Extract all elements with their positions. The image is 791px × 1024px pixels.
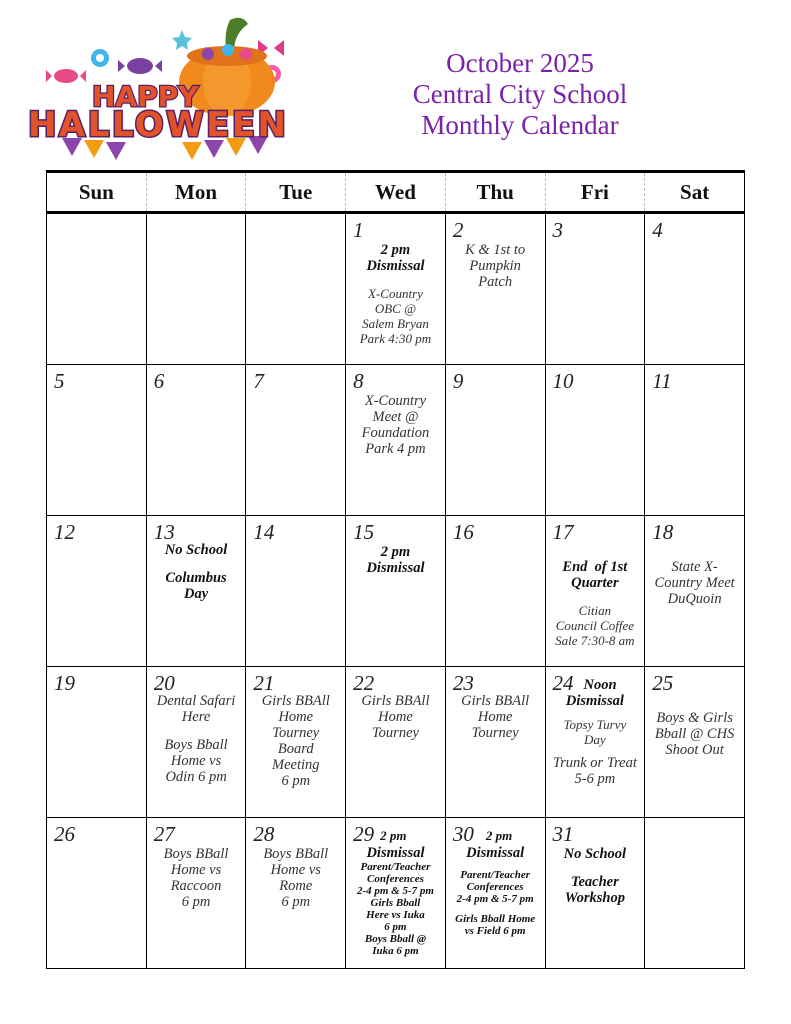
event-text: 6 pm	[281, 773, 311, 789]
event-text: Noon	[583, 677, 617, 693]
day-cell-1	[346, 213, 446, 365]
event-text: Girls Bball	[370, 897, 421, 909]
day-number: 28	[253, 822, 275, 846]
weekday-thu: Thu	[445, 172, 545, 213]
event-text: vs Field 6 pm	[464, 925, 526, 937]
day-number: 24	[552, 671, 574, 695]
empty-day-cell	[645, 818, 745, 969]
event-text: No School	[563, 846, 627, 862]
event-text: Workshop	[564, 890, 625, 906]
event-text: Conferences	[367, 873, 424, 885]
event-text: Home vs	[270, 862, 321, 878]
event-text: Day	[183, 586, 209, 602]
day-cell-7	[246, 365, 346, 516]
event-text: X-Country	[364, 393, 427, 409]
day-cell-8	[346, 365, 446, 516]
weekday-sun: Sun	[47, 172, 147, 213]
event-text: Home	[278, 709, 314, 725]
event-text: Meeting	[272, 757, 320, 773]
day-number: 10	[552, 369, 574, 393]
day-cell-4	[645, 213, 745, 365]
day-number: 30	[452, 822, 474, 846]
event-text: 2 pm	[485, 828, 513, 843]
title-subtitle: Monthly Calendar	[421, 110, 619, 140]
event-text: 2-4 pm & 5-7 pm	[456, 893, 534, 905]
day-cell-12	[47, 516, 147, 667]
event-text: 6 pm	[384, 921, 407, 933]
event-text: Topsy Turvy	[563, 717, 627, 732]
event-text: OBC @	[374, 301, 417, 316]
event-text: Parent/Teacher	[460, 869, 531, 881]
svg-text:HAPPY: HAPPY	[92, 80, 199, 113]
event-text: Meet @	[372, 409, 419, 425]
day-cell-31	[545, 818, 645, 969]
event-text: Tourney	[471, 725, 519, 741]
event-text: Salem Bryan	[362, 316, 429, 331]
event-text: Girls BBAll	[461, 693, 530, 709]
weekday-fri: Fri	[545, 172, 645, 213]
event-text: Iuka 6 pm	[372, 945, 419, 957]
event-text: Home	[477, 709, 513, 725]
weekday-tue: Tue	[246, 172, 346, 213]
event-text: Board	[277, 741, 314, 757]
day-number: 4	[652, 218, 663, 242]
week-row	[47, 516, 745, 667]
event-text: Dismissal	[466, 845, 525, 861]
event-text: Boys Bball	[164, 737, 228, 753]
event-text: Here	[181, 709, 211, 725]
event-text: Pumpkin	[469, 258, 521, 274]
day-cell-19	[47, 667, 147, 818]
day-number: 31	[552, 822, 574, 846]
day-cell-26	[47, 818, 147, 969]
day-number: 12	[54, 520, 75, 544]
calendar-title	[360, 48, 680, 141]
week-row	[47, 667, 745, 818]
day-number: 2	[452, 218, 464, 242]
event-text: 2 pm	[380, 544, 411, 560]
day-cell-29	[346, 818, 446, 969]
title-school: Central City School	[412, 79, 628, 109]
event-text: Home vs	[170, 862, 222, 878]
title-month: October 2025	[446, 48, 594, 78]
event-text: X-Country	[368, 286, 423, 301]
event-text: Boys BBall	[263, 846, 329, 862]
day-number: 16	[452, 520, 474, 544]
day-cell-13	[146, 516, 246, 667]
day-cell-11	[645, 365, 745, 516]
event-text: Council Coffee	[555, 618, 635, 633]
event-text: Raccoon	[170, 878, 222, 894]
empty-day-cell	[47, 213, 147, 365]
week-row	[47, 365, 745, 516]
event-text: Girls BBAll	[261, 693, 330, 709]
day-number: 26	[54, 822, 75, 846]
event-text: Tourney	[371, 725, 419, 741]
day-cell-25	[645, 667, 745, 818]
event-text: Here vs Iuka	[366, 909, 425, 921]
event-text: Boys BBall	[163, 846, 229, 862]
day-cell-9	[445, 365, 545, 516]
event-text: 6 pm	[181, 894, 211, 910]
event-text: Quarter	[571, 575, 619, 591]
day-cell-20	[146, 667, 246, 818]
day-number: 3	[552, 218, 564, 242]
event-text: 2-4 pm & 5-7 pm	[356, 885, 434, 897]
weekday-sat: Sat	[645, 172, 745, 213]
weekday-wed: Wed	[346, 172, 446, 213]
day-cell-17	[545, 516, 645, 667]
day-number: 7	[253, 369, 264, 393]
event-text: Country Meet	[654, 575, 735, 591]
day-number: 17	[552, 520, 574, 544]
event-text: Day	[584, 732, 606, 747]
event-text: Bball @ CHS	[654, 726, 735, 742]
event-text: Citian	[578, 603, 612, 618]
event-text: Tourney	[272, 725, 320, 741]
event-text: Girls Bball Home	[455, 913, 536, 925]
event-text: Boys Bball @	[364, 933, 427, 945]
day-cell-2	[445, 213, 545, 365]
day-number: 8	[353, 369, 364, 393]
event-text: Columbus	[165, 570, 227, 586]
event-text: Dismissal	[366, 258, 425, 274]
day-cell-21	[246, 667, 346, 818]
day-cell-15	[346, 516, 446, 667]
day-number: 27	[153, 822, 175, 846]
event-text: Foundation	[361, 425, 430, 441]
event-text: Park 4:30 pm	[359, 331, 432, 346]
event-text: Patch	[478, 274, 513, 290]
event-text: Teacher	[570, 874, 619, 890]
empty-day-cell	[146, 213, 246, 365]
day-number: 29	[353, 822, 375, 846]
svg-text:HALLOWEEN: HALLOWEEN	[28, 105, 286, 145]
week-row	[47, 213, 745, 365]
day-number: 15	[353, 520, 375, 544]
day-number: 14	[253, 520, 275, 544]
day-cell-6	[146, 365, 246, 516]
day-cell-18	[645, 516, 745, 667]
day-cell-27	[146, 818, 246, 969]
event-text: State X-	[671, 559, 718, 575]
weekday-header-row	[47, 172, 745, 213]
day-cell-28	[246, 818, 346, 969]
day-cell-30	[445, 818, 545, 969]
event-text: Girls BBAll	[361, 693, 430, 709]
day-cell-23	[445, 667, 545, 818]
day-number: 9	[452, 369, 464, 393]
event-text: Shoot Out	[665, 742, 724, 758]
event-text: 2 pm	[380, 242, 411, 258]
event-text: Park 4 pm	[365, 441, 426, 457]
weekday-mon: Mon	[146, 172, 246, 213]
event-text: 5-6 pm	[574, 771, 616, 787]
day-number: 6	[153, 369, 165, 393]
event-text: 6 pm	[281, 894, 311, 910]
day-cell-16	[445, 516, 545, 667]
event-text: 2 pm	[380, 828, 407, 843]
event-text: Conferences	[466, 881, 524, 893]
event-text: Dismissal	[565, 693, 624, 709]
day-number: 18	[652, 520, 674, 544]
day-number: 22	[353, 671, 375, 695]
event-text: Rome	[279, 878, 313, 894]
event-text: Home vs	[170, 753, 222, 769]
day-cell-22	[346, 667, 446, 818]
day-number: 25	[652, 671, 674, 695]
day-cell-5	[47, 365, 147, 516]
event-text: End of 1st	[562, 559, 628, 575]
day-number: 19	[54, 671, 75, 695]
day-cell-3	[545, 213, 645, 365]
empty-day-cell	[246, 213, 346, 365]
day-cell-24	[545, 667, 645, 818]
day-number: 23	[452, 671, 474, 695]
event-text: Home	[378, 709, 413, 725]
day-number: 20	[153, 671, 175, 695]
calendar-grid	[46, 170, 745, 969]
event-text: Dental Safari	[156, 693, 236, 709]
event-text: Dismissal	[366, 560, 425, 576]
day-cell-14	[246, 516, 346, 667]
happy-halloween-logo	[22, 10, 292, 162]
day-number: 13	[153, 520, 175, 544]
event-text: Parent/Teacher	[360, 861, 431, 873]
day-number: 11	[652, 369, 672, 393]
event-text: Trunk or Treat	[552, 755, 637, 771]
event-text: Dismissal	[366, 845, 425, 861]
event-text: Boys & Girls	[656, 710, 733, 726]
week-row	[47, 818, 745, 969]
event-text: DuQuoin	[667, 591, 722, 607]
event-text: No School	[164, 542, 228, 558]
event-text: Odin 6 pm	[165, 769, 227, 785]
event-text: K & 1st to	[465, 242, 526, 258]
day-number: 21	[253, 671, 275, 695]
event-text: Sale 7:30-8 am	[555, 633, 635, 648]
day-number: 1	[353, 218, 364, 242]
day-number: 5	[54, 369, 65, 393]
day-cell-10	[545, 365, 645, 516]
